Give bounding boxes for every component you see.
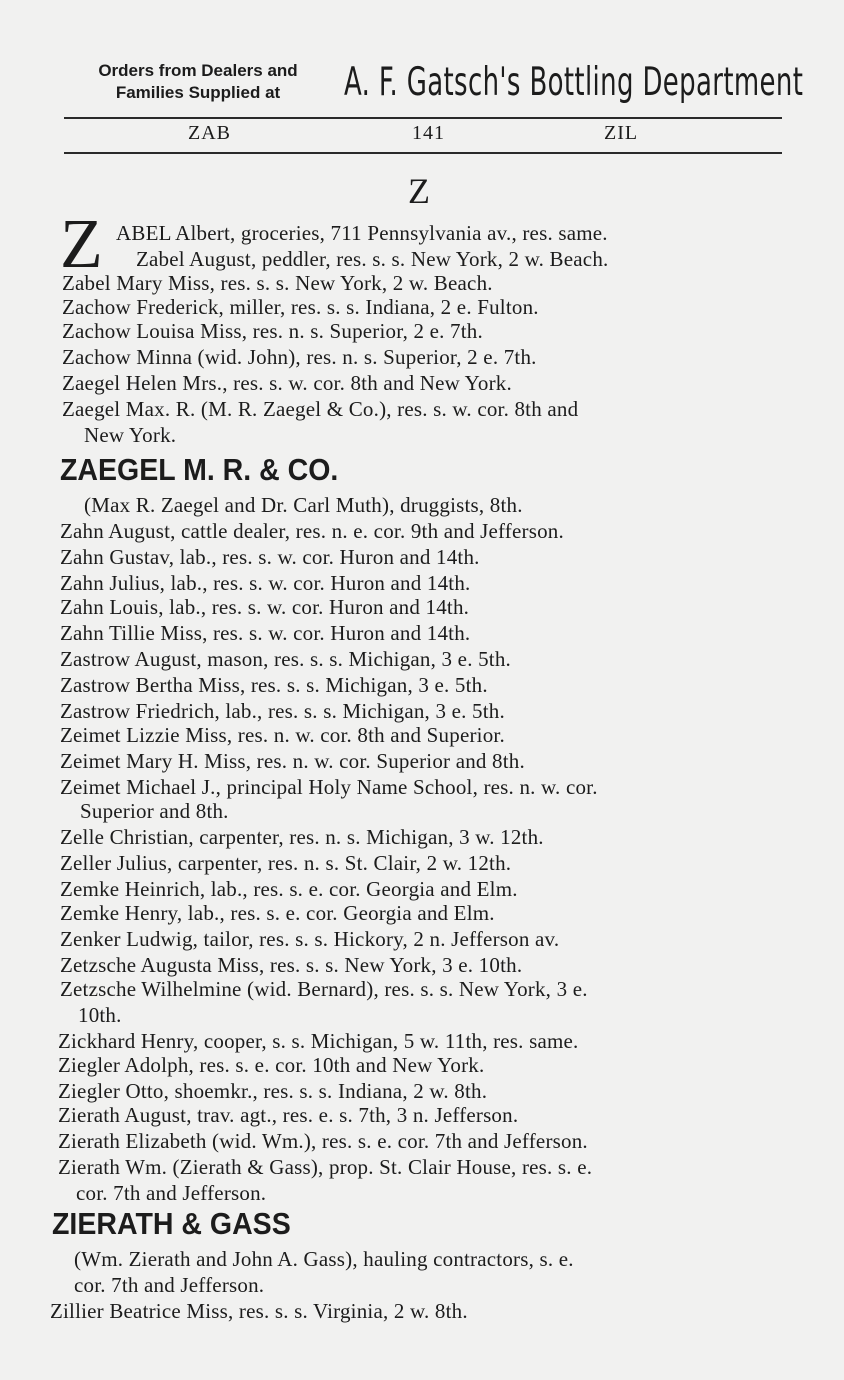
entry-line: Zaegel Helen Mrs., res. s. w. cor. 8th and New York. <box>62 371 512 395</box>
entry-line: Zachow Frederick, miller, res. s. s. Indiana, 2 e. Fulton. <box>62 295 539 319</box>
entry-line: Zachow Minna (wid. John), res. n. s. Superior, 2 e. 7th. <box>62 345 537 369</box>
entry-line: Zachow Louisa Miss, res. n. s. Superior, 2 e. 7th. <box>62 319 483 343</box>
entry-line: Ziegler Otto, shoemkr., res. s. s. Indiana, 2 w. 8th. <box>58 1079 488 1103</box>
ad-left-line2: Families Supplied at <box>115 83 281 102</box>
entry-line: cor. 7th and Jefferson. <box>76 1181 267 1205</box>
firm-heading: ZAEGEL M. R. & CO. <box>60 452 339 487</box>
entry-line: Superior and 8th. <box>80 799 229 823</box>
entry-line: Zahn Julius, lab., res. s. w. cor. Huron and 14th. <box>60 571 471 595</box>
ad-bottling-department: A. F. Gatsch's Bottling Department <box>344 60 804 105</box>
entry-line: Zeimet Michael J., principal Holy Name School, res. n. w. cor. <box>60 775 598 799</box>
entry-line: Zahn Louis, lab., res. s. w. cor. Huron and 14th. <box>60 595 470 619</box>
entry-line: Zierath Elizabeth (wid. Wm.), res. s. e. cor. 7th and Jefferson. <box>58 1129 588 1153</box>
entry-line: Zastrow Friedrich, lab., res. s. s. Michigan, 3 e. 5th. <box>60 699 505 723</box>
ad-left-line1: Orders from Dealers and <box>98 61 298 80</box>
page-number: 141 <box>412 122 445 144</box>
guide-word-right: ZIL <box>604 122 639 144</box>
entry-line: New York. <box>84 423 177 447</box>
entry-line: Zeimet Mary H. Miss, res. n. w. cor. Superior and 8th. <box>60 749 525 773</box>
header-rule-top <box>64 117 782 119</box>
entry-line: Zaegel Max. R. (M. R. Zaegel & Co.), res. s. w. cor. 8th and <box>62 397 579 421</box>
section-letter: Z <box>408 171 430 211</box>
entry-line: ABEL Albert, groceries, 711 Pennsylvania av., res. same. <box>116 221 608 245</box>
entry-line: Zillier Beatrice Miss, res. s. s. Virginia, 2 w. 8th. <box>50 1299 468 1323</box>
entry-line: Zastrow August, mason, res. s. s. Michigan, 3 e. 5th. <box>60 647 511 671</box>
entry-line: Zierath Wm. (Zierath & Gass), prop. St. Clair House, res. s. e. <box>58 1155 593 1179</box>
guide-word-left: ZAB <box>188 122 231 144</box>
entry-line: Zabel Mary Miss, res. s. s. New York, 2 w. Beach. <box>62 271 493 295</box>
entry-line: Zeimet Lizzie Miss, res. n. w. cor. 8th and Superior. <box>60 723 505 747</box>
entry-line: Ziegler Adolph, res. s. e. cor. 10th and New York. <box>58 1053 485 1077</box>
entry-line: cor. 7th and Jefferson. <box>74 1273 265 1297</box>
entry-line: Zabel August, peddler, res. s. s. New York, 2 w. Beach. <box>136 247 609 271</box>
entry-line: Zetzsche Augusta Miss, res. s. s. New York, 3 e. 10th. <box>60 953 523 977</box>
entry-line: Zelle Christian, carpenter, res. n. s. Michigan, 3 w. 12th. <box>60 825 544 849</box>
entry-line: Zenker Ludwig, tailor, res. s. s. Hickory, 2 n. Jefferson av. <box>60 927 560 951</box>
entry-line: Zickhard Henry, cooper, s. s. Michigan, 5 w. 11th, res. same. <box>58 1029 579 1053</box>
entry-line: Zahn Tillie Miss, res. s. w. cor. Huron and 14th. <box>60 621 471 645</box>
entry-line: Zemke Henry, lab., res. s. e. cor. Georgia and Elm. <box>60 901 495 925</box>
entry-line: (Wm. Zierath and John A. Gass), hauling contractors, s. e. <box>74 1247 574 1271</box>
firm-heading: ZIERATH & GASS <box>52 1206 291 1241</box>
entry-line: Zierath August, trav. agt., res. e. s. 7th, 3 n. Jefferson. <box>58 1103 519 1127</box>
entry-line: Zeller Julius, carpenter, res. n. s. St. Clair, 2 w. 12th. <box>60 851 512 875</box>
entry-line: Zetzsche Wilhelmine (wid. Bernard), res. s. s. New York, 3 e. <box>60 977 588 1001</box>
drop-cap: Z <box>60 206 103 283</box>
entry-line: 10th. <box>78 1003 122 1027</box>
entry-line: Zahn Gustav, lab., res. s. w. cor. Huron and 14th. <box>60 545 480 569</box>
header-rule-bottom <box>64 152 782 154</box>
entry-line: Zemke Heinrich, lab., res. s. e. cor. Georgia and Elm. <box>60 877 518 901</box>
entry-line: Zastrow Bertha Miss, res. s. s. Michigan, 3 e. 5th. <box>60 673 488 697</box>
entry-line: (Max R. Zaegel and Dr. Carl Muth), druggists, 8th. <box>84 493 523 517</box>
ad-dealers-text <box>58 60 338 104</box>
entry-line: Zahn August, cattle dealer, res. n. e. cor. 9th and Jefferson. <box>60 519 564 543</box>
